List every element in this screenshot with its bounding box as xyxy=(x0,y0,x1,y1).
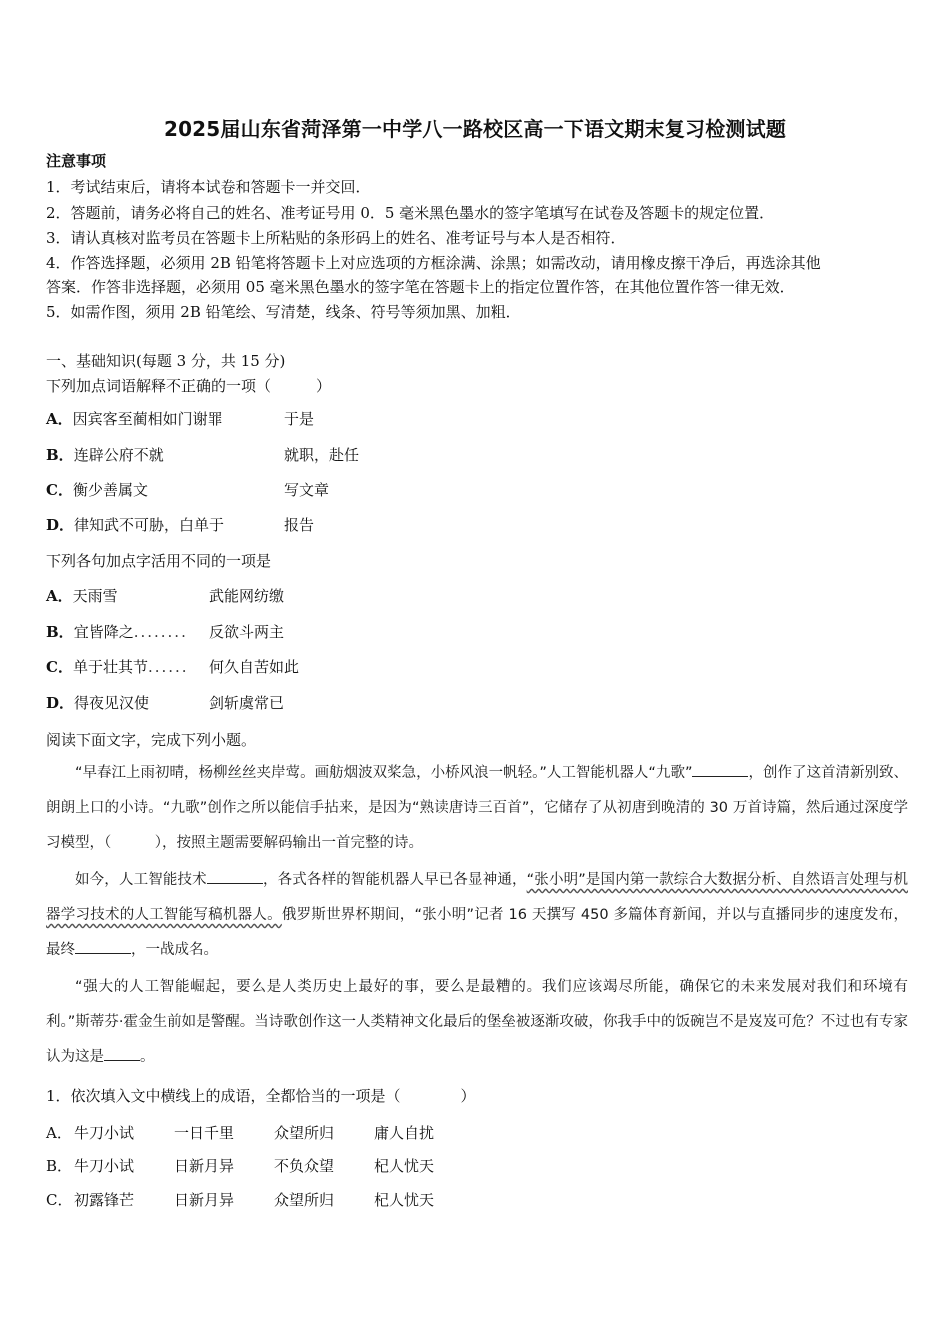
option-cell: 牛刀小试 xyxy=(74,1124,135,1142)
option-gloss: 反欲斗两主 xyxy=(209,623,285,641)
option-cell: 牛刀小试 xyxy=(74,1157,135,1175)
option-cell: 初露锋芒 xyxy=(74,1191,135,1209)
notice-item: 1．考试结束后，请将本试卷和答题卡一并交回． xyxy=(46,178,371,196)
option-label: A． xyxy=(46,410,73,428)
wavy-underlined-sentence: “张小明”是国内第一款综合大数据分析、自然语言处理与机器学习技术的人工智能写稿机器人。 xyxy=(46,872,908,923)
option-row xyxy=(46,480,148,500)
option-cell: 杞人忧天 xyxy=(374,1191,435,1209)
option-label: B． xyxy=(46,623,74,641)
option-text: 单于壮其节 xyxy=(72,658,148,676)
option-label: D． xyxy=(46,516,75,534)
answer-blank xyxy=(104,1046,140,1061)
notice-heading: 注意事项 xyxy=(46,152,107,170)
option-text: 因宾客至蔺相如门谢罪 xyxy=(72,410,223,428)
option-row xyxy=(46,1123,474,1143)
reading-paragraph: “强大的人工智能崛起，要么是人类历史上最好的事，要么是最糟的。我们应该竭尽所能，确保它的未来发展对我们和环境有利。”斯蒂芬·霍金生前如是警醒。当诗歌创作这一人类精神文化最后的堡垒被逐渐攻破，你我手中的饭碗岂不是岌岌可危？不过也有专家认为这是 。 xyxy=(46,979,908,1065)
option-cell: 一日千里 xyxy=(174,1124,235,1142)
option-row xyxy=(46,445,164,465)
option-text: 天雨雪 xyxy=(72,587,118,605)
option-gloss: 就职，赴任 xyxy=(284,446,360,464)
option-label: A． xyxy=(46,587,73,605)
answer-blank xyxy=(692,762,748,777)
option-text: 宜皆降之 xyxy=(73,623,134,641)
option-cell: 日新月异 xyxy=(174,1157,235,1175)
option-gloss: 武能网纺缴 xyxy=(209,587,285,605)
option-text: 连辟公府不就 xyxy=(73,446,164,464)
option-gloss: 剑斩虞常已 xyxy=(209,694,285,712)
option-label: C． xyxy=(46,1191,73,1209)
reading-intro: 阅读下面文字，完成下列小题。 xyxy=(46,731,257,749)
section-heading: 一、基础知识(每题 3 分，共 15 分) xyxy=(46,352,286,370)
question-stem: 下列加点词语解释不正确的一项（ ） xyxy=(46,377,332,395)
reading-paragraph: 如今，人工智能技术 ，各式各样的智能机器人早已各显神通，“张小明”是国内第一款综合大数据分析、自然语言处理与机器学习技术的人工智能写稿机器人。俄罗斯世界杯期间，“张小明”记者 16 天撰写 450 多篇体育新闻，并以与直播同步的速度发布，最终 ，一战成名。 xyxy=(46,863,908,968)
exam-title: 2025届山东省菏泽第一中学八一路校区高一下语文期末复习检测试题 xyxy=(163,117,787,141)
option-cell: 庸人自扰 xyxy=(374,1124,435,1142)
option-row xyxy=(46,657,189,677)
option-label: B． xyxy=(46,446,74,464)
option-text: 得夜见汉使 xyxy=(74,694,150,712)
option-cell: 众望所归 xyxy=(274,1191,335,1209)
option-label: C． xyxy=(46,481,73,499)
option-label: D． xyxy=(46,694,75,712)
option-row xyxy=(46,515,224,535)
option-text: 衡少善属文 xyxy=(72,481,148,499)
notice-item: 答案．作答非选择题，必须用 05 毫米黑色墨水的签字笔在答题卡上的指定位置作答，在其他位置作答一律无效． xyxy=(46,278,795,296)
option-row xyxy=(46,586,118,606)
emphasis-dots: ...... xyxy=(147,658,189,676)
option-label: B． xyxy=(46,1157,73,1175)
option-cell: 日新月异 xyxy=(174,1191,235,1209)
question-stem: 下列各句加点字活用不同的一项是 xyxy=(46,552,272,570)
option-label: A． xyxy=(46,1124,72,1142)
question-stem: 1．依次填入文中横线上的成语，全都恰当的一项是（ ） xyxy=(46,1087,476,1105)
reading-paragraph: “早春江上雨初晴，杨柳丝丝夹岸莺。画舫烟波双桨急，小桥风浪一帆轻。”人工智能机器人“九歌” ，创作了这首清新别致、朗朗上口的小诗。“九歌”创作之所以能信手拈来，是因为“熟读唐诗三百首”，它储存了从初唐到晚清的 30 万首诗篇，然后通过深度学习模型，（ ），按照主题需要解码输出一首完整的诗。 xyxy=(46,756,908,861)
option-gloss: 何久自苦如此 xyxy=(209,658,300,676)
option-row xyxy=(46,409,223,429)
option-gloss: 于是 xyxy=(284,410,315,428)
notice-item: 3．请认真核对监考员在答题卡上所粘贴的条形码上的姓名、准考证号与本人是否相符． xyxy=(46,229,626,247)
emphasis-dots: ........ xyxy=(133,623,188,641)
option-row xyxy=(46,1190,474,1210)
answer-blank xyxy=(207,869,263,884)
notice-item: 4．作答选择题，必须用 2B 铅笔将答题卡上对应选项的方框涂满、涂黑；如需改动，请用橡皮擦干净后，再选涂其他 xyxy=(46,254,821,272)
option-cell: 不负众望 xyxy=(274,1157,335,1175)
option-text: 律知武不可胁，白单于 xyxy=(74,516,225,534)
option-label: C． xyxy=(46,658,73,676)
answer-blank xyxy=(75,939,131,954)
notice-item: 5．如需作图，须用 2B 铅笔绘、写清楚，线条、符号等须加黑、加粗． xyxy=(46,303,521,321)
notice-item: 2．答题前，请务必将自己的姓名、准考证号用 0．5 毫米黑色墨水的签字笔填写在试卷及答题卡的规定位置． xyxy=(46,204,775,222)
option-cell: 杞人忧天 xyxy=(374,1157,435,1175)
option-row xyxy=(46,622,188,642)
option-gloss: 写文章 xyxy=(284,481,330,499)
option-row xyxy=(46,693,149,713)
option-row xyxy=(46,1156,474,1176)
option-cell: 众望所归 xyxy=(274,1124,335,1142)
option-gloss: 报告 xyxy=(284,516,315,534)
